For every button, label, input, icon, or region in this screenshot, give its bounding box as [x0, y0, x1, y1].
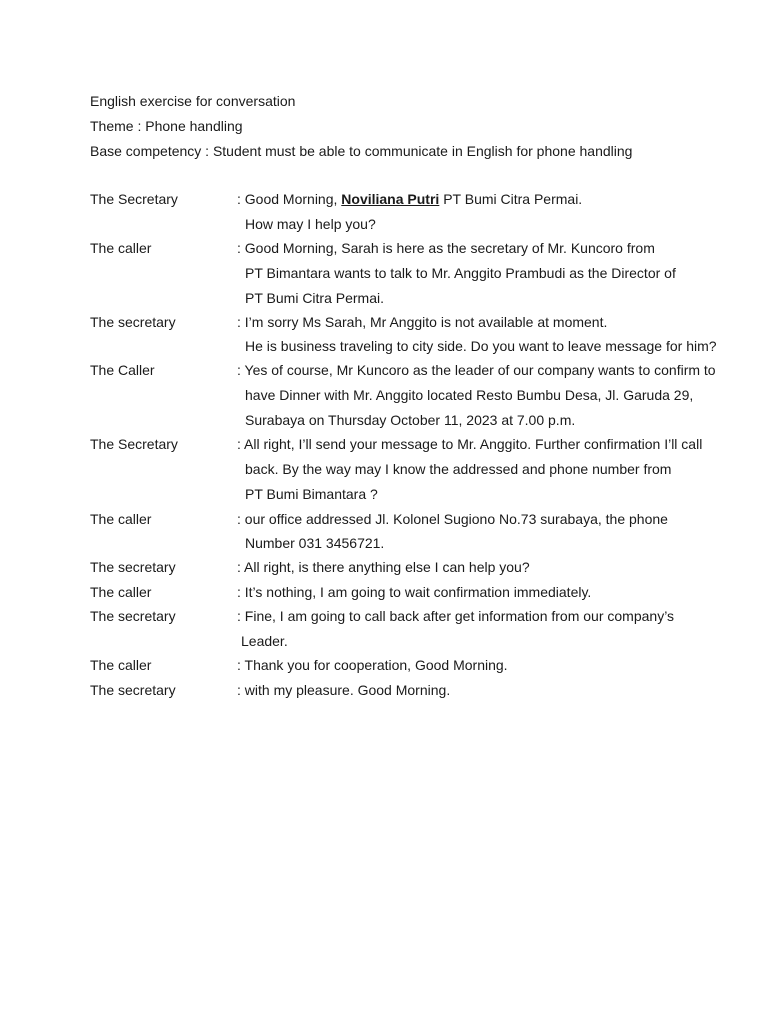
speaker-label: The secretary: [90, 608, 176, 624]
speaker-label: The Secretary: [90, 436, 178, 452]
speaker-label: The secretary: [90, 559, 176, 575]
greeting-text: : Good Morning,: [237, 191, 342, 207]
dialogue-line: : with my pleasure. Good Morning.: [237, 682, 451, 698]
dialogue-line: : Thank you for cooperation, Good Morning.: [237, 657, 508, 673]
dialogue-line: : It’s nothing, I am going to wait confirmation immediately.: [237, 584, 592, 600]
secretary-name: Noviliana Putri: [341, 191, 440, 207]
dialogue-line: : Yes of course, Mr Kuncoro as the leader of our company wants to confirm to: [237, 362, 716, 378]
speaker-label: The secretary: [90, 314, 176, 330]
speaker-label: The secretary: [90, 682, 176, 698]
speaker-label: The caller: [90, 657, 152, 673]
dialogue-line: have Dinner with Mr. Anggito located Resto Bumbu Desa, Jl. Garuda 29,: [245, 387, 694, 403]
dialogue-line: : All right, is there anything else I can help you?: [237, 559, 530, 575]
dialogue-line: Surabaya on Thursday October 11, 2023 at 7.00 p.m.: [245, 412, 576, 428]
dialogue-line: Number 031 3456721.: [245, 535, 385, 551]
speaker-label: The Caller: [90, 362, 155, 378]
competency-line: Base competency : Student must be able to communicate in English for phone handling: [90, 143, 633, 159]
dialogue-line: : Fine, I am going to call back after get information from our company’s: [237, 608, 675, 624]
speaker-label: The Secretary: [90, 191, 178, 207]
dialogue-line: : I’m sorry Ms Sarah, Mr Anggito is not available at moment.: [237, 314, 608, 330]
dialogue-line: PT Bimantara wants to talk to Mr. Anggito Prambudi as the Director of: [245, 265, 676, 281]
dialogue-line: PT Bumi Citra Permai.: [245, 290, 384, 306]
dialogue-line: : All right, I’ll send your message to Mr. Anggito. Further confirmation I’ll call: [237, 436, 703, 452]
dialogue-line: : our office addressed Jl. Kolonel Sugiono No.73 surabaya, the phone: [237, 511, 668, 527]
dialogue-line: Leader.: [241, 633, 288, 649]
theme-line: Theme : Phone handling: [90, 118, 243, 134]
speaker-label: The caller: [90, 511, 152, 527]
dialogue-line: : Good Morning, Sarah is here as the secretary of Mr. Kuncoro from: [237, 240, 655, 256]
company-text: PT Bumi Citra Permai.: [439, 191, 583, 207]
speaker-label: The caller: [90, 584, 152, 600]
speaker-label: The caller: [90, 240, 152, 256]
document-title: English exercise for conversation: [90, 93, 296, 109]
dialogue-line: [237, 190, 582, 208]
dialogue-line: back. By the way may I know the addressed and phone number from: [245, 461, 672, 477]
dialogue-line: He is business traveling to city side. Do you want to leave message for him?: [245, 338, 717, 354]
dialogue-line: How may I help you?: [245, 216, 376, 232]
dialogue-line: PT Bumi Bimantara ?: [245, 486, 378, 502]
